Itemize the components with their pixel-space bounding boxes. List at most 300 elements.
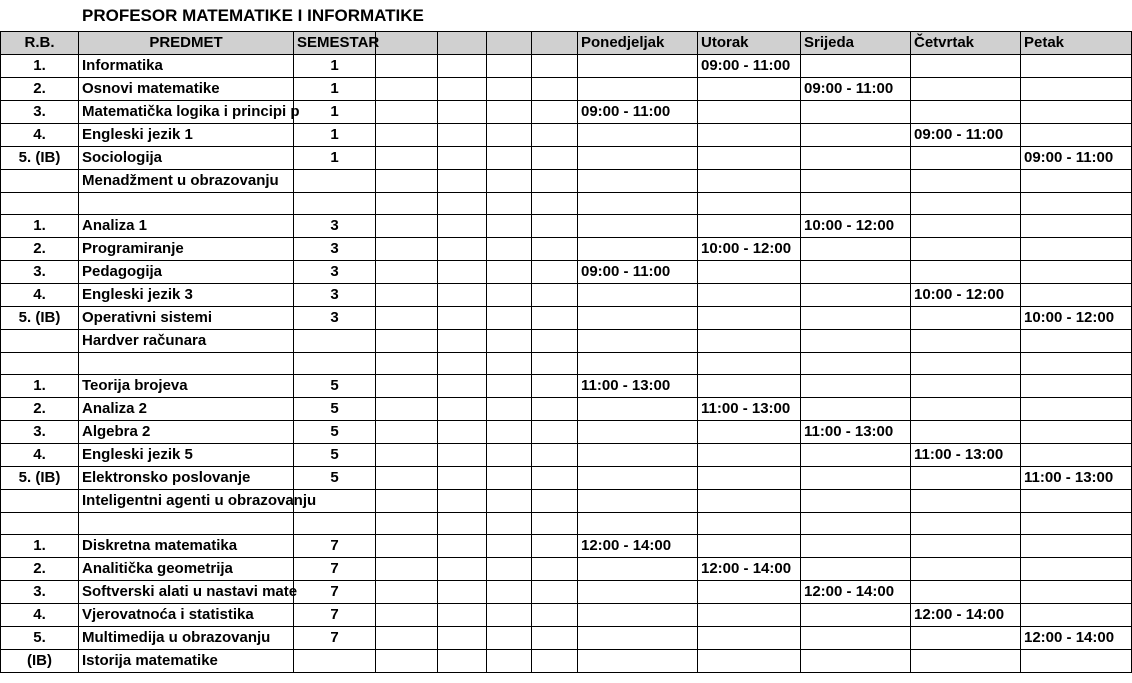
cell-rb[interactable] [1, 513, 79, 535]
cell-rb[interactable]: 1. [1, 55, 79, 78]
cell-wednesday[interactable] [801, 124, 911, 147]
cell-wednesday[interactable] [801, 238, 911, 261]
cell-semester[interactable]: 1 [294, 78, 376, 101]
cell-friday[interactable] [1021, 513, 1132, 535]
cell-blank[interactable] [438, 513, 487, 535]
cell-monday[interactable] [578, 238, 698, 261]
cell-wednesday[interactable] [801, 353, 911, 375]
cell-blank[interactable] [376, 535, 438, 558]
cell-rb[interactable]: 4. [1, 124, 79, 147]
cell-blank[interactable] [487, 170, 532, 193]
cell-blank[interactable] [487, 558, 532, 581]
cell-rb[interactable] [1, 353, 79, 375]
sheet-title[interactable]: PROFESOR MATEMATIKE I INFORMATIKE [79, 1, 1132, 32]
cell-wednesday[interactable] [801, 627, 911, 650]
cell-monday[interactable] [578, 307, 698, 330]
cell-semester[interactable]: 5 [294, 444, 376, 467]
cell-blank[interactable] [487, 353, 532, 375]
cell-thursday[interactable] [911, 193, 1021, 215]
cell-blank[interactable] [376, 650, 438, 673]
cell-blank[interactable] [487, 490, 532, 513]
cell-tuesday[interactable]: 10:00 - 12:00 [698, 238, 801, 261]
cell-thursday[interactable]: 10:00 - 12:00 [911, 284, 1021, 307]
cell-monday[interactable] [578, 398, 698, 421]
cell-rb[interactable]: 3. [1, 261, 79, 284]
cell-blank[interactable] [487, 398, 532, 421]
cell-friday[interactable] [1021, 421, 1132, 444]
cell-blank[interactable] [376, 101, 438, 124]
cell-rb[interactable]: 2. [1, 558, 79, 581]
cell-blank[interactable] [438, 261, 487, 284]
cell-thursday[interactable] [911, 55, 1021, 78]
cell-blank[interactable] [438, 101, 487, 124]
cell-blank[interactable] [376, 284, 438, 307]
cell-thursday[interactable]: 12:00 - 14:00 [911, 604, 1021, 627]
cell-tuesday[interactable] [698, 444, 801, 467]
header-wednesday[interactable]: Srijeda [801, 32, 911, 55]
cell-blank[interactable] [532, 627, 578, 650]
cell-monday[interactable] [578, 421, 698, 444]
cell-semester[interactable]: 1 [294, 101, 376, 124]
cell-blank[interactable] [376, 421, 438, 444]
cell-monday[interactable] [578, 353, 698, 375]
cell-rb[interactable]: 3. [1, 421, 79, 444]
header-blank[interactable] [487, 32, 532, 55]
cell-monday[interactable] [578, 193, 698, 215]
cell-friday[interactable] [1021, 238, 1132, 261]
cell-blank[interactable] [438, 78, 487, 101]
cell-blank[interactable] [376, 307, 438, 330]
cell-friday[interactable] [1021, 170, 1132, 193]
cell-wednesday[interactable] [801, 284, 911, 307]
cell-semester[interactable]: 3 [294, 238, 376, 261]
cell-blank[interactable] [376, 238, 438, 261]
cell-friday[interactable] [1021, 330, 1132, 353]
cell-thursday[interactable] [911, 261, 1021, 284]
cell-semester[interactable] [294, 353, 376, 375]
cell-rb[interactable]: 3. [1, 101, 79, 124]
cell-thursday[interactable] [911, 101, 1021, 124]
cell-blank[interactable] [532, 513, 578, 535]
cell-blank[interactable] [532, 650, 578, 673]
cell-blank[interactable] [532, 558, 578, 581]
cell-blank[interactable] [487, 193, 532, 215]
cell-semester[interactable] [294, 193, 376, 215]
cell-semester[interactable]: 7 [294, 627, 376, 650]
cell-monday[interactable] [578, 581, 698, 604]
cell-blank[interactable] [438, 627, 487, 650]
cell-blank[interactable] [376, 330, 438, 353]
cell-subject[interactable]: Pedagogija [79, 261, 294, 284]
cell-blank[interactable] [438, 467, 487, 490]
cell-blank[interactable] [487, 535, 532, 558]
cell-rb[interactable]: 2. [1, 398, 79, 421]
cell-subject[interactable]: Teorija brojeva [79, 375, 294, 398]
cell-friday[interactable] [1021, 581, 1132, 604]
cell-wednesday[interactable] [801, 467, 911, 490]
cell-blank[interactable] [438, 147, 487, 170]
header-subject[interactable]: PREDMET [79, 32, 294, 55]
cell-subject[interactable]: Operativni sistemi [79, 307, 294, 330]
cell-semester[interactable] [294, 170, 376, 193]
cell-blank[interactable] [532, 215, 578, 238]
cell-semester[interactable]: 3 [294, 261, 376, 284]
cell-rb[interactable] [1, 490, 79, 513]
cell-wednesday[interactable]: 12:00 - 14:00 [801, 581, 911, 604]
header-rb[interactable]: R.B. [1, 32, 79, 55]
cell-wednesday[interactable] [801, 55, 911, 78]
cell-blank[interactable] [438, 170, 487, 193]
cell-thursday[interactable] [911, 513, 1021, 535]
cell-wednesday[interactable] [801, 101, 911, 124]
cell-monday[interactable] [578, 78, 698, 101]
cell-thursday[interactable] [911, 398, 1021, 421]
cell-blank[interactable] [376, 124, 438, 147]
cell-thursday[interactable] [911, 490, 1021, 513]
cell-blank[interactable] [438, 55, 487, 78]
cell-wednesday[interactable] [801, 398, 911, 421]
cell-blank[interactable] [438, 284, 487, 307]
header-thursday[interactable]: Četvrtak [911, 32, 1021, 55]
cell-tuesday[interactable] [698, 261, 801, 284]
cell-thursday[interactable] [911, 170, 1021, 193]
cell-tuesday[interactable] [698, 490, 801, 513]
cell-thursday[interactable]: 09:00 - 11:00 [911, 124, 1021, 147]
cell-thursday[interactable] [911, 78, 1021, 101]
cell-tuesday[interactable] [698, 627, 801, 650]
cell-monday[interactable]: 12:00 - 14:00 [578, 535, 698, 558]
cell-blank[interactable] [487, 124, 532, 147]
cell-semester[interactable]: 5 [294, 375, 376, 398]
cell-tuesday[interactable]: 11:00 - 13:00 [698, 398, 801, 421]
cell-blank[interactable] [438, 193, 487, 215]
cell-thursday[interactable] [911, 421, 1021, 444]
cell-subject[interactable]: Sociologija [79, 147, 294, 170]
cell-wednesday[interactable] [801, 490, 911, 513]
cell-blank[interactable] [487, 147, 532, 170]
cell-rb[interactable] [1, 193, 79, 215]
cell-blank[interactable] [438, 650, 487, 673]
cell-tuesday[interactable] [698, 124, 801, 147]
cell-wednesday[interactable] [801, 604, 911, 627]
cell-thursday[interactable] [911, 558, 1021, 581]
cell-friday[interactable] [1021, 490, 1132, 513]
cell-tuesday[interactable]: 09:00 - 11:00 [698, 55, 801, 78]
cell-rb[interactable]: 5. (IB) [1, 307, 79, 330]
header-monday[interactable]: Ponedjeljak [578, 32, 698, 55]
cell-blank[interactable] [532, 238, 578, 261]
cell-wednesday[interactable] [801, 330, 911, 353]
cell-monday[interactable] [578, 490, 698, 513]
cell-monday[interactable]: 11:00 - 13:00 [578, 375, 698, 398]
cell-subject[interactable] [79, 193, 294, 215]
cell-rb[interactable]: 1. [1, 375, 79, 398]
header-friday[interactable]: Petak [1021, 32, 1132, 55]
cell-blank[interactable] [532, 124, 578, 147]
cell-blank[interactable] [532, 261, 578, 284]
cell-tuesday[interactable] [698, 307, 801, 330]
cell-wednesday[interactable]: 09:00 - 11:00 [801, 78, 911, 101]
cell-rb[interactable]: 1. [1, 535, 79, 558]
cell-blank[interactable] [376, 353, 438, 375]
cell-semester[interactable] [294, 650, 376, 673]
cell-monday[interactable] [578, 650, 698, 673]
cell-blank[interactable] [487, 467, 532, 490]
header-blank[interactable] [438, 32, 487, 55]
cell-friday[interactable]: 11:00 - 13:00 [1021, 467, 1132, 490]
cell-semester[interactable]: 3 [294, 284, 376, 307]
cell-rb[interactable]: 2. [1, 238, 79, 261]
cell-monday[interactable] [578, 627, 698, 650]
cell-semester[interactable]: 7 [294, 604, 376, 627]
cell-rb[interactable]: 2. [1, 78, 79, 101]
cell-wednesday[interactable] [801, 147, 911, 170]
cell-blank[interactable] [532, 467, 578, 490]
cell-blank[interactable] [487, 101, 532, 124]
cell-blank[interactable] [487, 421, 532, 444]
cell-semester[interactable]: 7 [294, 535, 376, 558]
cell-blank[interactable] [438, 398, 487, 421]
cell-friday[interactable] [1021, 55, 1132, 78]
cell-friday[interactable]: 10:00 - 12:00 [1021, 307, 1132, 330]
cell-rb[interactable]: 4. [1, 284, 79, 307]
cell-semester[interactable]: 5 [294, 398, 376, 421]
cell-blank[interactable] [532, 421, 578, 444]
cell-friday[interactable] [1021, 261, 1132, 284]
cell-subject[interactable]: Inteligentni agenti u obrazovanju [79, 490, 294, 513]
cell-subject[interactable]: Diskretna matematika [79, 535, 294, 558]
cell-wednesday[interactable] [801, 261, 911, 284]
cell-wednesday[interactable] [801, 170, 911, 193]
cell-blank[interactable] [532, 147, 578, 170]
cell-blank[interactable] [532, 353, 578, 375]
cell-monday[interactable] [578, 147, 698, 170]
cell-blank[interactable] [487, 330, 532, 353]
cell-rb[interactable]: 5. [1, 627, 79, 650]
cell-blank[interactable] [487, 55, 532, 78]
cell-blank[interactable] [438, 307, 487, 330]
cell-blank[interactable] [376, 193, 438, 215]
cell-subject[interactable]: Analitička geometrija [79, 558, 294, 581]
cell-rb[interactable]: 5. (IB) [1, 467, 79, 490]
cell-rb[interactable]: 4. [1, 444, 79, 467]
cell-blank[interactable] [487, 284, 532, 307]
cell-blank[interactable] [376, 558, 438, 581]
cell-subject[interactable]: Softverski alati u nastavi mate [79, 581, 294, 604]
cell-rb[interactable]: (IB) [1, 650, 79, 673]
cell-wednesday[interactable] [801, 193, 911, 215]
cell-friday[interactable] [1021, 215, 1132, 238]
cell-tuesday[interactable] [698, 170, 801, 193]
cell-blank[interactable] [376, 261, 438, 284]
cell-monday[interactable] [578, 284, 698, 307]
cell-semester[interactable]: 7 [294, 581, 376, 604]
cell-blank[interactable] [376, 170, 438, 193]
cell-blank[interactable] [438, 215, 487, 238]
cell-thursday[interactable] [911, 238, 1021, 261]
cell-rb[interactable] [1, 330, 79, 353]
cell-monday[interactable] [578, 467, 698, 490]
cell-blank[interactable] [532, 535, 578, 558]
cell-subject[interactable]: Algebra 2 [79, 421, 294, 444]
cell-blank[interactable] [438, 375, 487, 398]
cell-friday[interactable] [1021, 444, 1132, 467]
cell-blank[interactable] [376, 444, 438, 467]
cell-blank[interactable] [438, 330, 487, 353]
cell-blank[interactable] [376, 490, 438, 513]
cell-blank[interactable] [438, 124, 487, 147]
cell-subject[interactable]: Elektronsko poslovanje [79, 467, 294, 490]
cell-thursday[interactable] [911, 467, 1021, 490]
cell-blank[interactable] [532, 170, 578, 193]
cell-subject[interactable] [79, 513, 294, 535]
cell-monday[interactable] [578, 124, 698, 147]
cell-blank[interactable] [376, 375, 438, 398]
cell-blank[interactable] [487, 650, 532, 673]
cell-blank[interactable] [532, 490, 578, 513]
cell-blank[interactable] [376, 581, 438, 604]
cell-subject[interactable]: Informatika [79, 55, 294, 78]
cell-blank[interactable] [532, 375, 578, 398]
cell-blank[interactable] [376, 398, 438, 421]
cell-friday[interactable] [1021, 375, 1132, 398]
cell-blank[interactable] [532, 398, 578, 421]
empty-cell[interactable] [1, 1, 79, 32]
cell-subject[interactable]: Osnovi matematike [79, 78, 294, 101]
cell-friday[interactable] [1021, 604, 1132, 627]
cell-blank[interactable] [438, 604, 487, 627]
cell-blank[interactable] [487, 375, 532, 398]
cell-blank[interactable] [376, 604, 438, 627]
cell-blank[interactable] [487, 444, 532, 467]
cell-thursday[interactable]: 11:00 - 13:00 [911, 444, 1021, 467]
cell-friday[interactable]: 12:00 - 14:00 [1021, 627, 1132, 650]
cell-wednesday[interactable] [801, 513, 911, 535]
cell-blank[interactable] [532, 101, 578, 124]
cell-subject[interactable]: Analiza 2 [79, 398, 294, 421]
header-blank[interactable] [376, 32, 438, 55]
cell-tuesday[interactable] [698, 604, 801, 627]
cell-blank[interactable] [376, 55, 438, 78]
cell-blank[interactable] [376, 513, 438, 535]
cell-blank[interactable] [376, 467, 438, 490]
cell-friday[interactable] [1021, 101, 1132, 124]
cell-monday[interactable] [578, 55, 698, 78]
cell-thursday[interactable] [911, 535, 1021, 558]
cell-thursday[interactable] [911, 215, 1021, 238]
cell-monday[interactable]: 09:00 - 11:00 [578, 101, 698, 124]
cell-friday[interactable] [1021, 353, 1132, 375]
cell-tuesday[interactable] [698, 375, 801, 398]
cell-wednesday[interactable] [801, 307, 911, 330]
cell-blank[interactable] [487, 627, 532, 650]
cell-friday[interactable] [1021, 124, 1132, 147]
cell-blank[interactable] [438, 490, 487, 513]
cell-monday[interactable] [578, 444, 698, 467]
cell-subject[interactable]: Engleski jezik 3 [79, 284, 294, 307]
cell-tuesday[interactable] [698, 421, 801, 444]
cell-tuesday[interactable] [698, 513, 801, 535]
cell-tuesday[interactable] [698, 78, 801, 101]
cell-monday[interactable] [578, 558, 698, 581]
cell-friday[interactable] [1021, 650, 1132, 673]
cell-rb[interactable]: 5. (IB) [1, 147, 79, 170]
cell-blank[interactable] [438, 581, 487, 604]
cell-thursday[interactable] [911, 375, 1021, 398]
cell-friday[interactable] [1021, 558, 1132, 581]
cell-semester[interactable] [294, 513, 376, 535]
cell-blank[interactable] [438, 444, 487, 467]
cell-wednesday[interactable]: 10:00 - 12:00 [801, 215, 911, 238]
cell-semester[interactable] [294, 330, 376, 353]
cell-subject[interactable]: Engleski jezik 5 [79, 444, 294, 467]
cell-blank[interactable] [532, 444, 578, 467]
cell-rb[interactable]: 4. [1, 604, 79, 627]
cell-blank[interactable] [438, 421, 487, 444]
cell-blank[interactable] [438, 535, 487, 558]
cell-tuesday[interactable] [698, 353, 801, 375]
cell-thursday[interactable] [911, 147, 1021, 170]
cell-thursday[interactable] [911, 627, 1021, 650]
cell-tuesday[interactable] [698, 147, 801, 170]
cell-rb[interactable]: 3. [1, 581, 79, 604]
cell-wednesday[interactable] [801, 535, 911, 558]
cell-semester[interactable]: 1 [294, 147, 376, 170]
cell-blank[interactable] [487, 238, 532, 261]
cell-thursday[interactable] [911, 353, 1021, 375]
cell-semester[interactable]: 5 [294, 421, 376, 444]
header-semester[interactable]: SEMESTAR [294, 32, 376, 55]
cell-monday[interactable] [578, 215, 698, 238]
cell-friday[interactable]: 09:00 - 11:00 [1021, 147, 1132, 170]
cell-blank[interactable] [532, 78, 578, 101]
cell-blank[interactable] [487, 581, 532, 604]
cell-friday[interactable] [1021, 398, 1132, 421]
cell-semester[interactable]: 7 [294, 558, 376, 581]
cell-tuesday[interactable] [698, 215, 801, 238]
cell-thursday[interactable] [911, 307, 1021, 330]
cell-semester[interactable]: 5 [294, 467, 376, 490]
cell-rb[interactable] [1, 170, 79, 193]
cell-monday[interactable] [578, 330, 698, 353]
cell-tuesday[interactable] [698, 193, 801, 215]
cell-blank[interactable] [532, 307, 578, 330]
cell-blank[interactable] [532, 330, 578, 353]
cell-tuesday[interactable] [698, 467, 801, 490]
cell-monday[interactable]: 09:00 - 11:00 [578, 261, 698, 284]
cell-blank[interactable] [487, 307, 532, 330]
cell-friday[interactable] [1021, 535, 1132, 558]
cell-wednesday[interactable] [801, 558, 911, 581]
cell-blank[interactable] [376, 215, 438, 238]
header-tuesday[interactable]: Utorak [698, 32, 801, 55]
cell-monday[interactable] [578, 513, 698, 535]
cell-thursday[interactable] [911, 581, 1021, 604]
cell-blank[interactable] [532, 284, 578, 307]
cell-semester[interactable]: 3 [294, 215, 376, 238]
cell-rb[interactable]: 1. [1, 215, 79, 238]
cell-subject[interactable]: Programiranje [79, 238, 294, 261]
cell-blank[interactable] [487, 513, 532, 535]
cell-blank[interactable] [376, 147, 438, 170]
cell-tuesday[interactable] [698, 101, 801, 124]
cell-wednesday[interactable] [801, 444, 911, 467]
cell-blank[interactable] [532, 193, 578, 215]
cell-blank[interactable] [376, 78, 438, 101]
cell-tuesday[interactable] [698, 284, 801, 307]
cell-tuesday[interactable] [698, 535, 801, 558]
cell-subject[interactable]: Analiza 1 [79, 215, 294, 238]
